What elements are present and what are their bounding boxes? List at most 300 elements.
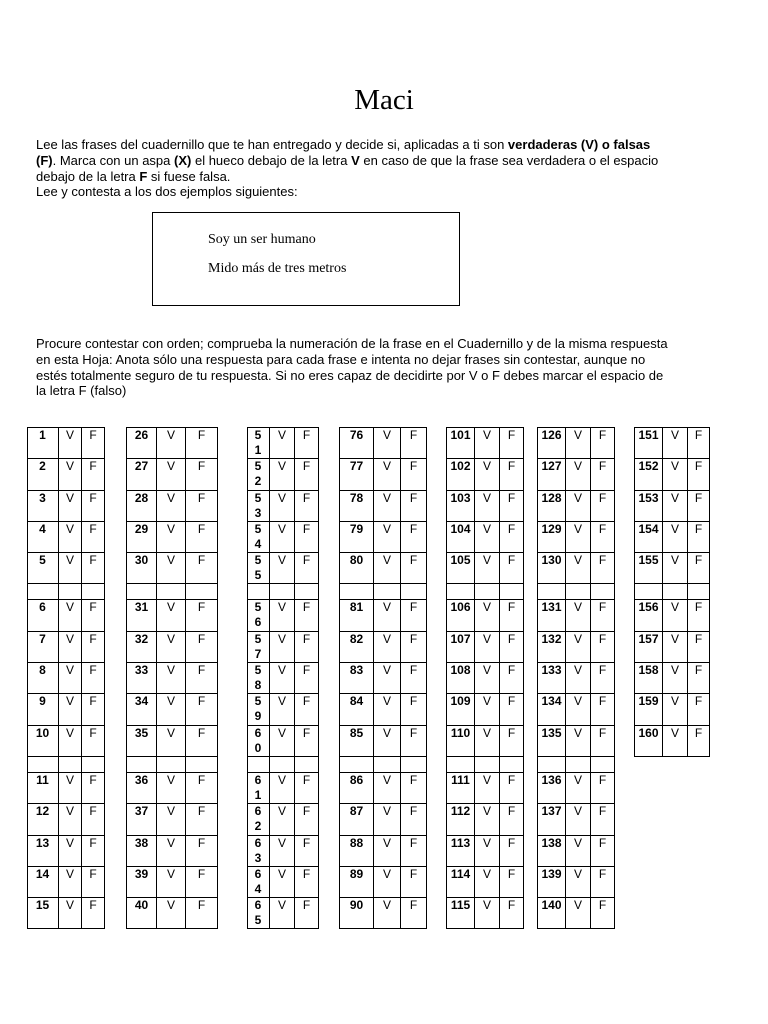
true-answer-cell[interactable]: V (270, 428, 295, 459)
answer-row (127, 866, 218, 897)
true-answer-cell[interactable]: V (663, 600, 688, 631)
true-answer-cell[interactable]: V (475, 553, 500, 584)
answer-row (447, 600, 524, 631)
false-answer-cell[interactable]: F (401, 553, 427, 584)
true-answer-cell[interactable]: V (270, 835, 295, 866)
question-number: 86 (340, 772, 374, 803)
true-answer-cell[interactable]: V (374, 835, 401, 866)
false-answer-cell[interactable]: F (500, 428, 524, 459)
true-answer-cell[interactable]: V (475, 521, 500, 552)
false-answer-cell[interactable]: F (591, 772, 615, 803)
answer-column (126, 427, 218, 929)
gap-cell (475, 584, 500, 600)
true-answer-cell[interactable]: V (157, 490, 186, 521)
true-answer-cell[interactable]: V (59, 725, 82, 756)
false-answer-cell[interactable]: F (295, 835, 319, 866)
false-answer-cell[interactable]: F (295, 521, 319, 552)
true-answer-cell[interactable]: V (475, 600, 500, 631)
answer-row (340, 772, 427, 803)
answer-row (340, 866, 427, 897)
gap-row (538, 584, 615, 600)
false-answer-cell[interactable]: F (500, 490, 524, 521)
answer-column (537, 427, 615, 929)
true-answer-cell[interactable]: V (475, 428, 500, 459)
answer-row (635, 631, 710, 662)
false-answer-cell[interactable]: F (688, 428, 710, 459)
false-answer-cell[interactable]: F (500, 772, 524, 803)
true-answer-cell[interactable]: V (374, 428, 401, 459)
true-answer-cell[interactable]: V (566, 521, 591, 552)
false-answer-cell[interactable]: F (500, 521, 524, 552)
answer-row (538, 459, 615, 490)
true-answer-cell[interactable]: V (270, 631, 295, 662)
question-number: 37 (127, 804, 157, 835)
true-answer-cell[interactable]: V (59, 772, 82, 803)
true-answer-cell[interactable]: V (157, 866, 186, 897)
false-answer-cell[interactable]: F (591, 663, 615, 694)
true-answer-cell[interactable]: V (157, 428, 186, 459)
true-answer-cell[interactable]: V (157, 835, 186, 866)
false-answer-cell[interactable]: F (82, 804, 105, 835)
false-answer-cell[interactable]: F (186, 631, 218, 662)
false-answer-cell[interactable]: F (186, 663, 218, 694)
true-answer-cell[interactable]: V (270, 600, 295, 631)
false-answer-cell[interactable]: F (401, 521, 427, 552)
true-answer-cell[interactable]: V (566, 428, 591, 459)
question-number: 152 (635, 459, 663, 490)
question-number: 113 (447, 835, 475, 866)
true-answer-cell[interactable]: V (59, 866, 82, 897)
question-number: 26 (127, 428, 157, 459)
true-answer-cell[interactable]: V (663, 459, 688, 490)
gap-cell (186, 756, 218, 772)
false-answer-cell[interactable]: F (688, 521, 710, 552)
true-answer-cell[interactable]: V (270, 521, 295, 552)
answer-row (538, 663, 615, 694)
false-answer-cell[interactable]: F (186, 694, 218, 725)
answer-row (538, 694, 615, 725)
true-answer-cell[interactable]: V (270, 866, 295, 897)
false-answer-cell[interactable]: F (401, 428, 427, 459)
false-answer-cell[interactable]: F (186, 521, 218, 552)
question-number: 153 (635, 490, 663, 521)
answer-column (27, 427, 105, 929)
true-answer-cell[interactable]: V (59, 521, 82, 552)
question-number: 12 (28, 804, 59, 835)
true-answer-cell[interactable]: V (475, 898, 500, 929)
true-answer-cell[interactable]: V (59, 835, 82, 866)
false-answer-cell[interactable]: F (186, 772, 218, 803)
gap-cell (635, 584, 663, 600)
true-answer-cell[interactable]: V (374, 663, 401, 694)
answer-row (538, 521, 615, 552)
true-answer-cell[interactable]: V (374, 866, 401, 897)
answer-row (340, 663, 427, 694)
true-answer-cell[interactable]: V (59, 631, 82, 662)
false-answer-cell[interactable]: F (401, 804, 427, 835)
true-answer-cell[interactable]: V (157, 725, 186, 756)
false-answer-cell[interactable]: F (591, 835, 615, 866)
true-answer-cell[interactable]: V (566, 631, 591, 662)
false-answer-cell[interactable]: F (688, 663, 710, 694)
false-answer-cell[interactable]: F (401, 694, 427, 725)
gap-cell (157, 756, 186, 772)
false-answer-cell[interactable]: F (591, 725, 615, 756)
question-number: 103 (447, 490, 475, 521)
false-answer-cell[interactable]: F (295, 490, 319, 521)
answer-row (538, 490, 615, 521)
false-answer-cell[interactable]: F (186, 866, 218, 897)
false-answer-cell[interactable]: F (591, 490, 615, 521)
gap-cell (663, 584, 688, 600)
answer-row (248, 835, 319, 866)
answer-row (127, 663, 218, 694)
answer-row (28, 898, 105, 929)
true-answer-cell[interactable]: V (270, 663, 295, 694)
false-answer-cell[interactable]: F (591, 866, 615, 897)
answer-row (635, 428, 710, 459)
false-answer-cell[interactable]: F (500, 663, 524, 694)
page-title: Maci (354, 84, 414, 116)
true-answer-cell[interactable]: V (374, 772, 401, 803)
question-number: 1 (28, 428, 59, 459)
false-answer-cell[interactable]: F (82, 459, 105, 490)
answer-row (127, 725, 218, 756)
true-answer-cell[interactable]: V (663, 428, 688, 459)
answer-row (28, 694, 105, 725)
answer-row (447, 459, 524, 490)
answer-row (447, 866, 524, 897)
false-answer-cell[interactable]: F (500, 553, 524, 584)
true-answer-cell[interactable]: V (157, 663, 186, 694)
question-number: 110 (447, 725, 475, 756)
true-answer-cell[interactable]: V (566, 804, 591, 835)
false-answer-cell[interactable]: F (500, 804, 524, 835)
question-number: 77 (340, 459, 374, 490)
question-number: 88 (340, 835, 374, 866)
question-number: 58 (248, 663, 270, 694)
true-answer-cell[interactable]: V (59, 428, 82, 459)
answer-row (340, 835, 427, 866)
true-answer-cell[interactable]: V (157, 694, 186, 725)
answer-row (447, 804, 524, 835)
false-answer-cell[interactable]: F (500, 459, 524, 490)
answer-column (634, 427, 710, 757)
question-number: 155 (635, 553, 663, 584)
true-answer-cell[interactable]: V (157, 521, 186, 552)
intro-paragraph: Lee las frases del cuadernillo que te han entregado y decide si, aplicadas a ti son verdaderas (V) o falsas (F). Marca con un aspa (X) el hueco debajo de la letra V en caso de que la frase sea verdadera o el espacio debajo de la letra F si fuese falsa. Lee y contesta a los dos ejemplos siguientes: (36, 137, 659, 200)
false-answer-cell[interactable]: F (500, 835, 524, 866)
true-answer-cell[interactable]: V (374, 600, 401, 631)
true-answer-cell[interactable]: V (475, 772, 500, 803)
false-answer-cell[interactable]: F (82, 772, 105, 803)
question-number: 55 (248, 553, 270, 584)
true-answer-cell[interactable]: V (374, 459, 401, 490)
gap-cell (186, 584, 218, 600)
true-answer-cell[interactable]: V (663, 663, 688, 694)
true-answer-cell[interactable]: V (475, 490, 500, 521)
true-answer-cell[interactable]: V (157, 772, 186, 803)
answer-row (538, 553, 615, 584)
question-number: 4 (28, 521, 59, 552)
true-answer-cell[interactable]: V (59, 898, 82, 929)
instructions-paragraph: Procure contestar con orden; comprueba la numeración de la frase en el Cuadernillo y de la misma respuesta en esta Hoja: Anota sólo una respuesta para cada frase e intenta no dejar frases sin contestar, aunque no estés totalmente seguro de tu respuesta. Si no eres capaz de decidirte por V o F debes marcar el espacio de la letra F (falso) (36, 336, 668, 399)
false-answer-cell[interactable]: F (500, 631, 524, 662)
true-answer-cell[interactable]: V (59, 459, 82, 490)
answer-row (248, 631, 319, 662)
true-answer-cell[interactable]: V (270, 898, 295, 929)
false-answer-cell[interactable]: F (295, 866, 319, 897)
true-answer-cell[interactable]: V (270, 804, 295, 835)
answer-column (339, 427, 427, 929)
false-answer-cell[interactable]: F (500, 866, 524, 897)
gap-row (538, 756, 615, 772)
false-answer-cell[interactable]: F (186, 898, 218, 929)
false-answer-cell[interactable]: F (82, 663, 105, 694)
true-answer-cell[interactable]: V (374, 631, 401, 662)
true-answer-cell[interactable]: V (59, 490, 82, 521)
false-answer-cell[interactable]: F (295, 663, 319, 694)
false-answer-cell[interactable]: F (591, 694, 615, 725)
true-answer-cell[interactable]: V (374, 804, 401, 835)
true-answer-cell[interactable]: V (566, 553, 591, 584)
gap-cell (340, 756, 374, 772)
false-answer-cell[interactable]: F (401, 600, 427, 631)
false-answer-cell[interactable]: F (688, 553, 710, 584)
false-answer-cell[interactable]: F (295, 631, 319, 662)
question-number: 9 (28, 694, 59, 725)
gap-row (28, 584, 105, 600)
false-answer-cell[interactable]: F (401, 663, 427, 694)
true-answer-cell[interactable]: V (566, 772, 591, 803)
gap-cell (270, 756, 295, 772)
answer-row (340, 459, 427, 490)
false-answer-cell[interactable]: F (688, 694, 710, 725)
false-answer-cell[interactable]: F (186, 428, 218, 459)
answer-row (127, 631, 218, 662)
answer-row (127, 490, 218, 521)
false-answer-cell[interactable]: F (82, 490, 105, 521)
answer-row (248, 553, 319, 584)
true-answer-cell[interactable]: V (663, 631, 688, 662)
false-answer-cell[interactable]: F (688, 631, 710, 662)
false-answer-cell[interactable]: F (688, 600, 710, 631)
answer-row (28, 459, 105, 490)
false-answer-cell[interactable]: F (688, 490, 710, 521)
question-number: 107 (447, 631, 475, 662)
false-answer-cell[interactable]: F (186, 725, 218, 756)
false-answer-cell[interactable]: F (82, 694, 105, 725)
question-number: 34 (127, 694, 157, 725)
question-number: 115 (447, 898, 475, 929)
false-answer-cell[interactable]: F (186, 804, 218, 835)
question-number: 52 (248, 459, 270, 490)
answer-row (635, 663, 710, 694)
answer-row (340, 553, 427, 584)
true-answer-cell[interactable]: V (374, 694, 401, 725)
question-number: 158 (635, 663, 663, 694)
question-number: 31 (127, 600, 157, 631)
true-answer-cell[interactable]: V (663, 490, 688, 521)
answer-row (28, 490, 105, 521)
true-answer-cell[interactable]: V (566, 725, 591, 756)
true-answer-cell[interactable]: V (59, 553, 82, 584)
true-answer-cell[interactable]: V (475, 631, 500, 662)
false-answer-cell[interactable]: F (401, 725, 427, 756)
answer-row (447, 428, 524, 459)
false-answer-cell[interactable]: F (186, 490, 218, 521)
true-answer-cell[interactable]: V (157, 631, 186, 662)
false-answer-cell[interactable]: F (82, 600, 105, 631)
true-answer-cell[interactable]: V (566, 459, 591, 490)
false-answer-cell[interactable]: F (591, 553, 615, 584)
true-answer-cell[interactable]: V (270, 725, 295, 756)
false-answer-cell[interactable]: F (401, 772, 427, 803)
false-answer-cell[interactable]: F (82, 898, 105, 929)
question-number: 36 (127, 772, 157, 803)
false-answer-cell[interactable]: F (401, 898, 427, 929)
question-number: 102 (447, 459, 475, 490)
question-number: 126 (538, 428, 566, 459)
false-answer-cell[interactable]: F (295, 694, 319, 725)
true-answer-cell[interactable]: V (475, 725, 500, 756)
true-answer-cell[interactable]: V (374, 521, 401, 552)
false-answer-cell[interactable]: F (401, 631, 427, 662)
false-answer-cell[interactable]: F (591, 631, 615, 662)
true-answer-cell[interactable]: V (270, 772, 295, 803)
false-answer-cell[interactable]: F (82, 835, 105, 866)
false-answer-cell[interactable]: F (295, 804, 319, 835)
question-number: 7 (28, 631, 59, 662)
answer-row (248, 600, 319, 631)
gap-cell (127, 756, 157, 772)
true-answer-cell[interactable]: V (566, 898, 591, 929)
false-answer-cell[interactable]: F (186, 600, 218, 631)
true-answer-cell[interactable]: V (566, 490, 591, 521)
false-answer-cell[interactable]: F (500, 898, 524, 929)
question-number: 137 (538, 804, 566, 835)
question-number: 156 (635, 600, 663, 631)
question-number: 131 (538, 600, 566, 631)
false-answer-cell[interactable]: F (82, 553, 105, 584)
false-answer-cell[interactable]: F (82, 866, 105, 897)
true-answer-cell[interactable]: V (475, 663, 500, 694)
false-answer-cell[interactable]: F (295, 428, 319, 459)
true-answer-cell[interactable]: V (59, 804, 82, 835)
false-answer-cell[interactable]: F (591, 898, 615, 929)
false-answer-cell[interactable]: F (688, 725, 710, 756)
true-answer-cell[interactable]: V (270, 459, 295, 490)
false-answer-cell[interactable]: F (401, 490, 427, 521)
true-answer-cell[interactable]: V (663, 725, 688, 756)
true-answer-cell[interactable]: V (566, 600, 591, 631)
true-answer-cell[interactable]: V (59, 600, 82, 631)
false-answer-cell[interactable]: F (295, 600, 319, 631)
answer-row (538, 772, 615, 803)
true-answer-cell[interactable]: V (374, 898, 401, 929)
false-answer-cell[interactable]: F (186, 553, 218, 584)
example-sentence: Mido más de tres metros (208, 261, 347, 276)
false-answer-cell[interactable]: F (591, 521, 615, 552)
answer-row (538, 835, 615, 866)
false-answer-cell[interactable]: F (591, 600, 615, 631)
false-answer-cell[interactable]: F (401, 866, 427, 897)
true-answer-cell[interactable]: V (270, 694, 295, 725)
true-answer-cell[interactable]: V (566, 866, 591, 897)
answer-row (248, 663, 319, 694)
true-answer-cell[interactable]: V (157, 600, 186, 631)
false-answer-cell[interactable]: F (82, 725, 105, 756)
true-answer-cell[interactable]: V (566, 694, 591, 725)
true-answer-cell[interactable]: V (374, 490, 401, 521)
true-answer-cell[interactable]: V (663, 553, 688, 584)
true-answer-cell[interactable]: V (374, 725, 401, 756)
gap-cell (295, 756, 319, 772)
answer-row (538, 600, 615, 631)
question-number: 160 (635, 725, 663, 756)
true-answer-cell[interactable]: V (59, 663, 82, 694)
true-answer-cell[interactable]: V (663, 521, 688, 552)
false-answer-cell[interactable]: F (82, 631, 105, 662)
gap-cell (500, 756, 524, 772)
false-answer-cell[interactable]: F (401, 459, 427, 490)
false-answer-cell[interactable]: F (500, 725, 524, 756)
true-answer-cell[interactable]: V (270, 490, 295, 521)
false-answer-cell[interactable]: F (82, 428, 105, 459)
false-answer-cell[interactable]: F (591, 804, 615, 835)
true-answer-cell[interactable]: V (374, 553, 401, 584)
false-answer-cell[interactable]: F (186, 835, 218, 866)
true-answer-cell[interactable]: V (157, 553, 186, 584)
false-answer-cell[interactable]: F (295, 898, 319, 929)
false-answer-cell[interactable]: F (688, 459, 710, 490)
false-answer-cell[interactable]: F (295, 553, 319, 584)
question-number: 64 (248, 866, 270, 897)
true-answer-cell[interactable]: V (475, 459, 500, 490)
true-answer-cell[interactable]: V (157, 459, 186, 490)
false-answer-cell[interactable]: F (401, 835, 427, 866)
false-answer-cell[interactable]: F (591, 428, 615, 459)
false-answer-cell[interactable]: F (82, 521, 105, 552)
answer-row (248, 725, 319, 756)
true-answer-cell[interactable]: V (157, 804, 186, 835)
true-answer-cell[interactable]: V (475, 804, 500, 835)
true-answer-cell[interactable]: V (475, 694, 500, 725)
false-answer-cell[interactable]: F (295, 725, 319, 756)
true-answer-cell[interactable]: V (59, 694, 82, 725)
question-number: 84 (340, 694, 374, 725)
question-number: 32 (127, 631, 157, 662)
false-answer-cell[interactable]: F (500, 694, 524, 725)
true-answer-cell[interactable]: V (566, 835, 591, 866)
question-number: 63 (248, 835, 270, 866)
false-answer-cell[interactable]: F (591, 459, 615, 490)
answer-row (127, 772, 218, 803)
true-answer-cell[interactable]: V (475, 866, 500, 897)
true-answer-cell[interactable]: V (475, 835, 500, 866)
false-answer-cell[interactable]: F (186, 459, 218, 490)
true-answer-cell[interactable]: V (270, 553, 295, 584)
true-answer-cell[interactable]: V (566, 663, 591, 694)
true-answer-cell[interactable]: V (663, 694, 688, 725)
question-number: 105 (447, 553, 475, 584)
true-answer-cell[interactable]: V (157, 898, 186, 929)
question-number: 128 (538, 490, 566, 521)
false-answer-cell[interactable]: F (500, 600, 524, 631)
false-answer-cell[interactable]: F (295, 772, 319, 803)
false-answer-cell[interactable]: F (295, 459, 319, 490)
answer-row (635, 553, 710, 584)
